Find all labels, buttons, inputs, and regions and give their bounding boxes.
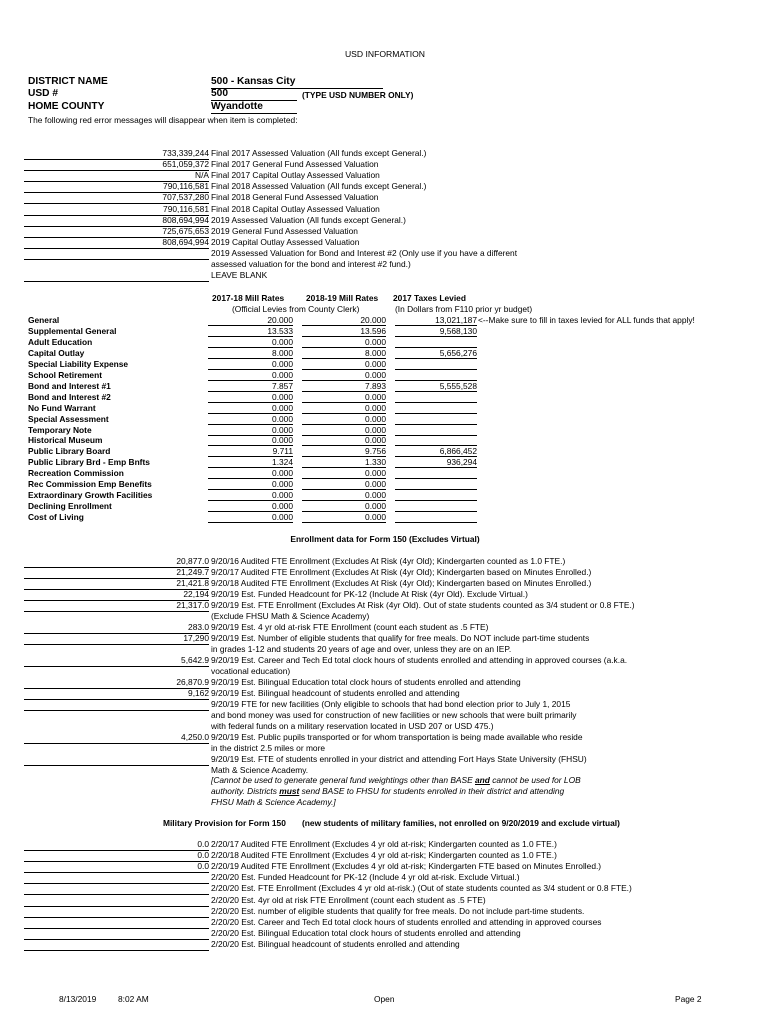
valuation-value[interactable]: 790,116,581: [24, 204, 209, 216]
taxes-note: <--Make sure to fill in taxes levied for ALL funds that apply!: [478, 315, 695, 325]
valuation-value[interactable]: 725,675,653: [24, 226, 209, 238]
valuation-value[interactable]: 707,537,280: [24, 192, 209, 204]
home-county-label: HOME COUNTY: [28, 101, 105, 112]
fhsu-note-line1: [Cannot be used to generate general fund weightings other than BASE and cannot be used for LOB: [211, 775, 581, 785]
error-note: The following red error messages will disappear when item is completed:: [28, 115, 298, 125]
enrollment-label: in the district 2.5 miles or more: [211, 743, 326, 753]
enrollment-value[interactable]: 5,642.9: [24, 655, 209, 667]
valuation-label: Final 2017 General Fund Assessed Valuation: [211, 159, 379, 170]
mill-rate-2018-19[interactable]: 0.000: [302, 337, 386, 348]
enrollment-label: Math & Science Academy.: [211, 765, 309, 775]
fhsu-note-line2: authority. Districts must send BASE to FHSU for students enrolled in their district and attending: [211, 786, 565, 796]
fund-name: Public Library Brd - Emp Bnfts: [28, 457, 150, 468]
mill-rate-2018-19[interactable]: 0.000: [302, 501, 386, 512]
fund-name: No Fund Warrant: [28, 402, 96, 413]
enrollment-label: 9/20/19 Est. Bilingual Education total clock hours of students enrolled and attending: [211, 677, 521, 687]
fund-name: School Retirement: [28, 369, 102, 380]
military-label: 2/20/18 Audited FTE Enrollment (Excludes 4 yr old at-risk; Kindergarten counted as 1.0 FTE.): [211, 850, 557, 861]
mill-rate-2018-19[interactable]: 0.000: [302, 512, 386, 523]
taxes-levied-2017[interactable]: [395, 403, 477, 414]
enrollment-value[interactable]: 20,877.0: [24, 556, 209, 568]
mill-rate-2017-18[interactable]: 9.711: [208, 446, 293, 457]
taxes-levied-2017[interactable]: [395, 370, 477, 381]
enrollment-label: vocational education): [211, 666, 291, 676]
valuation-label: Final 2017 Assessed Valuation (All funds except General.): [211, 148, 427, 158]
valuation-label: 2019 Capital Outlay Assessed Valuation: [211, 236, 360, 247]
enrollment-label: 9/20/19 Est. Funded Headcount for PK-12 (Include At Risk (4yr Old). Exclude Virtual.): [211, 589, 528, 599]
fund-name: Supplemental General: [28, 325, 117, 336]
mill-rate-2017-18[interactable]: 0.000: [208, 490, 293, 501]
mill-rate-2017-18[interactable]: 0.000: [208, 414, 293, 425]
taxes-levied-2017[interactable]: [395, 425, 477, 436]
mill-rate-2018-19[interactable]: 0.000: [302, 414, 386, 425]
enrollment-label: (Exclude FHSU Math & Science Academy): [211, 611, 370, 621]
fhsu-note-line3: FHSU Math & Science Academy.]: [211, 797, 336, 807]
military-label: 2/20/19 Audited FTE Enrollment (Excludes 4 yr old at-risk; Kindergarten FTE based on Minutes Enrolled.): [211, 861, 602, 872]
enrollment-label: 9/20/19 Est. 4 yr old at-risk FTE Enrollment (count each student as .5 FTE): [211, 622, 489, 632]
enrollment-label: 9/20/17 Audited FTE Enrollment (Excludes At Risk (4yr Old); Kindergarten based on Minutes Enrolled.): [211, 567, 592, 577]
mill-rate-2018-19[interactable]: 1.330: [302, 457, 386, 468]
valuation-label: LEAVE BLANK: [211, 270, 268, 281]
taxes-levied-2017[interactable]: [395, 392, 477, 403]
fund-name: Capital Outlay: [28, 347, 85, 358]
enrollment-value[interactable]: 26,870.9: [24, 677, 209, 689]
valuation-value[interactable]: [24, 270, 209, 282]
mill-rate-2017-18[interactable]: 0.000: [208, 479, 293, 490]
mill-sub3: (In Dollars from F110 prior yr budget): [395, 304, 533, 314]
taxes-levied-2017[interactable]: [395, 414, 477, 425]
valuation-label: 2019 Assessed Valuation for Bond and Interest #2 (Only use if you have a different: [211, 247, 518, 258]
taxes-levied-2017[interactable]: 936,294: [395, 457, 477, 468]
mill-rate-2018-19[interactable]: 0.000: [302, 490, 386, 501]
taxes-levied-2017[interactable]: [395, 490, 477, 501]
mill-rate-2017-18[interactable]: 13.533: [208, 326, 293, 337]
enrollment-label: with federal funds on a military reservation located in USD 207 or USD 475.): [211, 721, 494, 731]
mill-rate-2017-18[interactable]: 0.000: [208, 337, 293, 348]
mill-rate-2018-19[interactable]: 0.000: [302, 468, 386, 479]
footer-status: Open: [374, 994, 395, 1004]
fund-name: Adult Education: [28, 336, 93, 347]
valuation-value[interactable]: 790,116,581: [24, 181, 209, 193]
footer-page: Page 2: [675, 994, 702, 1004]
fund-name: Declining Enrollment: [28, 501, 112, 512]
taxes-levied-2017[interactable]: 5,656,276: [395, 348, 477, 359]
page-title: USD INFORMATION: [344, 49, 426, 59]
military-label: 2/20/20 Est. number of eligible students that qualify for free meals. Do not include part-time students.: [211, 905, 585, 916]
valuation-label: 2019 General Fund Assessed Valuation: [211, 225, 358, 236]
mill-rate-2018-19[interactable]: 0.000: [302, 359, 386, 370]
enrollment-value[interactable]: 4,250.0: [24, 732, 209, 744]
enrollment-label: 9/20/16 Audited FTE Enrollment (Excludes At Risk (4yr Old); Kindergarten counted as 1.0 FTE.): [211, 556, 566, 566]
military-title: Military Provision for Form 150: [163, 818, 286, 828]
fund-name: Public Library Board: [28, 446, 111, 457]
mill-rate-2017-18[interactable]: 0.000: [208, 468, 293, 479]
mill-col3-header: 2017 Taxes Levied: [393, 293, 466, 303]
mill-rate-2017-18[interactable]: 0.000: [208, 512, 293, 523]
footer-date: 8/13/2019: [59, 994, 97, 1004]
valuation-value[interactable]: 808,694,994: [24, 237, 209, 249]
fund-name: Rec Commission Emp Benefits: [28, 479, 152, 490]
valuation-value[interactable]: 651,059,372: [24, 159, 209, 171]
fund-name: Bond and Interest #1: [28, 380, 111, 391]
district-name-field[interactable]: 500 - Kansas City: [211, 76, 383, 89]
mill-rate-2018-19[interactable]: 0.000: [302, 392, 386, 403]
taxes-levied-2017[interactable]: 13,021,187: [395, 315, 477, 326]
home-county-field[interactable]: Wyandotte: [211, 101, 297, 114]
taxes-levied-2017[interactable]: [395, 359, 477, 370]
enrollment-value[interactable]: 17,290: [24, 633, 209, 645]
enrollment-label: 9/20/19 Est. FTE Enrollment (Excludes At Risk (4yr Old). Out of state students counted as 3/4 student or 0.8 FTE.): [211, 600, 635, 610]
fund-name: Extraordinary Growth Facilities: [28, 490, 153, 501]
enrollment-label: in grades 1-12 and students 20 years of age and over, unless they are on an IEP.: [211, 644, 512, 654]
district-name-label: DISTRICT NAME: [28, 76, 108, 87]
mill-rate-2017-18[interactable]: 0.000: [208, 359, 293, 370]
footer-time: 8:02 AM: [118, 994, 149, 1004]
mill-rate-2017-18[interactable]: 7.857: [208, 381, 293, 392]
military-value[interactable]: 0.0: [24, 861, 209, 873]
mill-col1-header: 2017-18 Mill Rates: [212, 293, 285, 303]
enrollment-value[interactable]: 9,162: [24, 688, 209, 700]
usd-number-field[interactable]: 500: [211, 88, 297, 101]
military-value[interactable]: 0.0: [24, 839, 209, 851]
enrollment-label: 9/20/19 Est. Number of eligible students that qualify for free meals. Do NOT include part-time students: [211, 633, 590, 643]
enrollment-value[interactable]: 21,421.8: [24, 578, 209, 590]
military-label: 2/20/17 Audited FTE Enrollment (Excludes 4 yr old at-risk; Kindergarten counted as 1.0 FTE.): [211, 839, 557, 849]
taxes-levied-2017[interactable]: 9,568,130: [395, 326, 477, 337]
taxes-levied-2017[interactable]: [395, 468, 477, 479]
enrollment-label: 9/20/19 Est. Bilingual headcount of students enrolled and attending: [211, 688, 460, 698]
enrollment-label: 9/20/19 Est. FTE of students enrolled in your district and attending Fort Hays State University (FHSU): [211, 754, 587, 764]
mill-rate-2018-19[interactable]: 8.000: [302, 348, 386, 359]
military-label: 2/20/20 Est. Funded Headcount for PK-12 (Include 4 yr old at-risk. Exclude Virtual.): [211, 872, 520, 883]
enrollment-label: 9/20/19 Est. Public pupils transported or for whom transportation is being made available who reside: [211, 732, 583, 742]
fund-name: Historical Museum: [28, 435, 103, 446]
mill-rate-2017-18[interactable]: 8.000: [208, 348, 293, 359]
mill-rate-2018-19[interactable]: 0.000: [302, 403, 386, 414]
military-subtitle: (new students of military families, not enrolled on 9/20/2019 and exclude virtual): [302, 818, 620, 828]
enrollment-value[interactable]: 21,249.7: [24, 567, 209, 579]
mill-rate-2018-19[interactable]: 9.756: [302, 446, 386, 457]
military-label: 2/20/20 Est. Bilingual Education total clock hours of students enrolled and attending: [211, 927, 521, 938]
valuation-label: Final 2017 Capital Outlay Assessed Valuation: [211, 170, 380, 181]
valuation-label: 2019 Assessed Valuation (All funds except General.): [211, 214, 406, 225]
mill-rate-2017-18[interactable]: 20.000: [208, 315, 293, 326]
taxes-levied-2017[interactable]: 5,555,528: [395, 381, 477, 392]
mill-rate-2018-19[interactable]: 0.000: [302, 435, 386, 446]
fund-name: Special Assessment: [28, 413, 109, 424]
valuation-label: Final 2018 General Fund Assessed Valuation: [211, 192, 379, 203]
valuation-label: Final 2018 Assessed Valuation (All funds except General.): [211, 181, 427, 192]
military-label: 2/20/20 Est. FTE Enrollment (Excludes 4 yr old at-risk.) (Out of state students counted as 3/4 student or 0.8 FTE.): [211, 883, 632, 894]
valuation-label: assessed valuation for the bond and interest #2 fund.): [211, 259, 411, 269]
fund-name: Cost of Living: [28, 512, 84, 523]
military-value[interactable]: 0.0: [24, 850, 209, 862]
enrollment-value[interactable]: [24, 754, 209, 766]
mill-rate-2017-18[interactable]: 0.000: [208, 435, 293, 446]
mill-rate-2018-19[interactable]: 0.000: [302, 370, 386, 381]
fund-name: Temporary Note: [28, 424, 92, 435]
military-label: 2/20/20 Est. 4yr old at risk FTE Enrollment (count each student as .5 FTE): [211, 894, 486, 905]
enrollment-label: 9/20/18 Audited FTE Enrollment (Excludes At Risk (4yr Old); Kindergarten based on Minutes Enrolled.): [211, 578, 592, 588]
valuation-value[interactable]: N/A: [24, 170, 209, 182]
enrollment-value[interactable]: [24, 699, 209, 711]
taxes-levied-2017[interactable]: [395, 435, 477, 446]
valuation-value[interactable]: [24, 248, 209, 260]
mill-rate-2017-18[interactable]: 0.000: [208, 425, 293, 436]
enrollment-value[interactable]: 21,317.0: [24, 600, 209, 612]
mill-rate-2017-18[interactable]: 1.324: [208, 457, 293, 468]
military-label: 2/20/20 Est. Bilingual headcount of students enrolled and attending: [211, 938, 460, 949]
fund-name: General: [28, 315, 60, 325]
enrollment-label: 9/20/19 FTE for new facilities (Only eligible to schools that had bond election prior to July 1, 2015: [211, 699, 571, 709]
mill-rate-2017-18[interactable]: 0.000: [208, 501, 293, 512]
fund-name: Special Liability Expense: [28, 358, 129, 369]
mill-rate-2017-18[interactable]: 0.000: [208, 392, 293, 403]
enrollment-label: 9/20/19 Est. Career and Tech Ed total clock hours of students enrolled and attending in approved courses (a.k.a.: [211, 655, 628, 665]
enrollment-value[interactable]: 22,194: [24, 589, 209, 601]
military-value[interactable]: [24, 939, 209, 951]
mill-rate-2018-19[interactable]: 7.893: [302, 381, 386, 392]
taxes-levied-2017[interactable]: 6,866,452: [395, 446, 477, 457]
mill-rate-2018-19[interactable]: 20.000: [302, 315, 386, 326]
taxes-levied-2017[interactable]: [395, 501, 477, 512]
enrollment-label: and bond money was used for construction of new facilities or new schools that were built primarily: [211, 710, 577, 720]
taxes-levied-2017[interactable]: [395, 479, 477, 490]
mill-sub1: (Official Levies from County Clerk): [232, 304, 360, 314]
valuation-label: Final 2018 Capital Outlay Assessed Valuation: [211, 203, 380, 214]
fund-name: Bond and Interest #2: [28, 391, 111, 402]
valuation-value[interactable]: 808,694,994: [24, 215, 209, 227]
usd-note: (TYPE USD NUMBER ONLY): [302, 90, 414, 100]
taxes-levied-2017[interactable]: [395, 337, 477, 348]
mill-rate-2018-19[interactable]: 0.000: [302, 425, 386, 436]
military-label: 2/20/20 Est. Career and Tech Ed total clock hours of students enrolled and attending in approved courses: [211, 916, 602, 927]
enrollment-title: Enrollment data for Form 150 (Excludes Virtual): [290, 534, 480, 544]
fund-name: Recreation Commission: [28, 468, 124, 479]
mill-rate-2017-18[interactable]: 0.000: [208, 403, 293, 414]
mill-rate-2018-19[interactable]: 13.596: [302, 326, 386, 337]
mill-rate-2018-19[interactable]: 0.000: [302, 479, 386, 490]
taxes-levied-2017[interactable]: [395, 512, 477, 523]
mill-rate-2017-18[interactable]: 0.000: [208, 370, 293, 381]
enrollment-value[interactable]: 283.0: [24, 622, 209, 634]
usd-label: USD #: [28, 88, 59, 99]
mill-col2-header: 2018-19 Mill Rates: [306, 293, 379, 303]
valuation-value[interactable]: 733,339,244: [24, 148, 209, 160]
